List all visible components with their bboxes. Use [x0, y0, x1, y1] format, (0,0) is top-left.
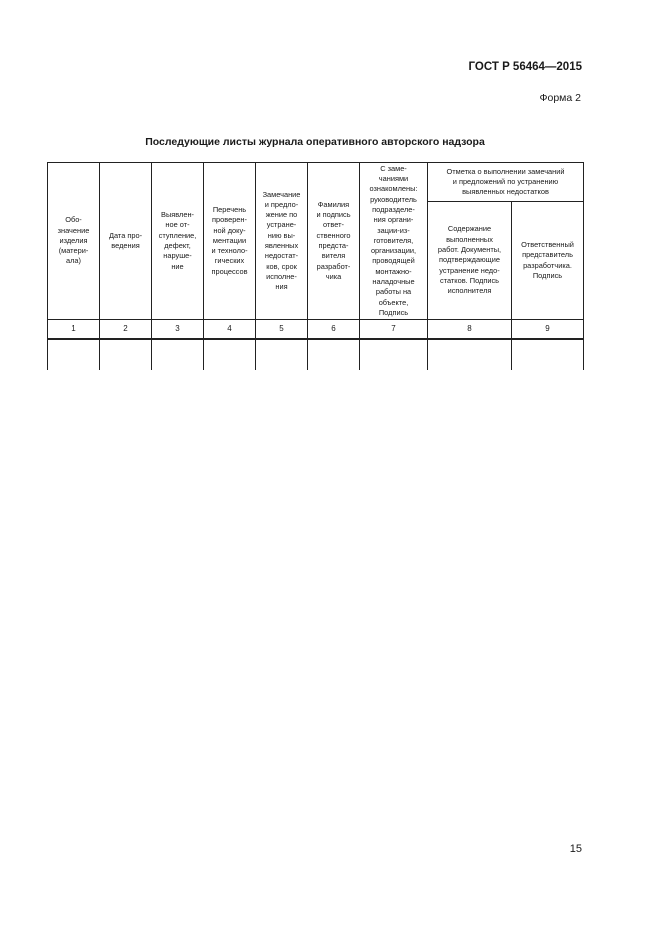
col-header-8: Содержание выполненных работ. Документы, подтверждающие устранение недо- статков. Подпись исполнителя	[428, 202, 512, 320]
document-title: Последующие листы журнала оперативного авторского надзора	[145, 136, 485, 148]
empty-cell	[256, 339, 308, 370]
column-number: 5	[256, 320, 308, 340]
empty-cell	[100, 339, 152, 370]
col-header-3: Выявлен- ное от- ступление, дефект, наруше- ние	[152, 163, 204, 320]
empty-cell	[308, 339, 360, 370]
form-label: Форма 2	[539, 92, 581, 104]
column-number: 1	[48, 320, 100, 340]
col-header-2: Дата про- ведения	[100, 163, 152, 320]
journal-table	[47, 162, 584, 370]
col-header-9: Ответственный представитель разработчика. Подпись	[512, 202, 584, 320]
col-header-6: Фамилия и подпись ответ- ственного предста- вителя разработ- чика	[308, 163, 360, 320]
empty-cell	[360, 339, 428, 370]
column-number: 8	[428, 320, 512, 340]
header-row	[48, 163, 584, 202]
col-header-4: Перечень проверен- ной доку- ментации и техноло- гических процессов	[204, 163, 256, 320]
empty-cell	[152, 339, 204, 370]
col-header-5: Замечание и предло- жение по устране- нию вы- явленных недостат- ков, срок исполне- ния	[256, 163, 308, 320]
col-header-1: Обо- значение изделия (матери- ала)	[48, 163, 100, 320]
empty-cell	[48, 339, 100, 370]
empty-cell	[512, 339, 584, 370]
column-number: 4	[204, 320, 256, 340]
empty-entry-row	[48, 339, 584, 370]
group-header: Отметка о выполнении замечаний и предложений по устранению выявленных недостатков	[428, 163, 584, 202]
column-number: 2	[100, 320, 152, 340]
empty-cell	[428, 339, 512, 370]
empty-cell	[204, 339, 256, 370]
column-number: 7	[360, 320, 428, 340]
column-number-row	[48, 320, 584, 340]
standard-code: ГОСТ Р 56464—2015	[468, 61, 582, 73]
page-number: 15	[569, 843, 582, 855]
column-number: 9	[512, 320, 584, 340]
column-number: 6	[308, 320, 360, 340]
col-header-7: С заме- чаниями ознакомлены: руководитель подразделе- ния органи- зации-из- готовителя, организации, проводящей монтажно- наладочные работы на объекте, Подпись	[360, 163, 428, 320]
column-number: 3	[152, 320, 204, 340]
